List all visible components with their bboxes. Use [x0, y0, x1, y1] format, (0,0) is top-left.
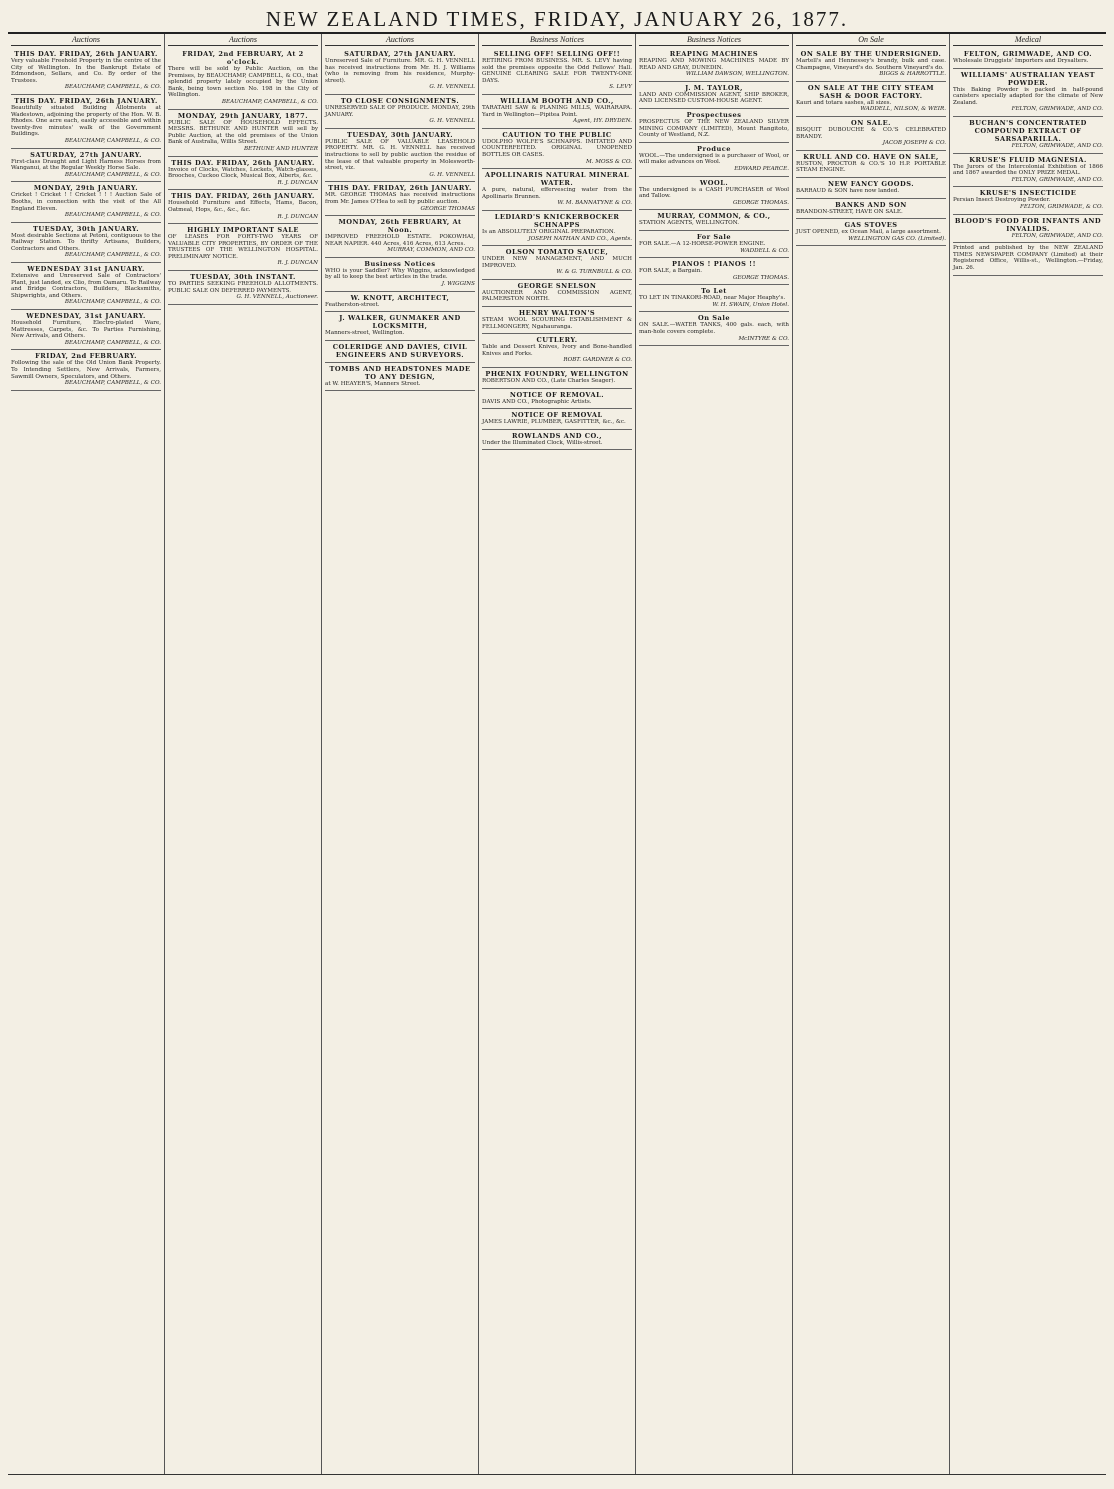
- column-heading: Auctions: [11, 34, 161, 46]
- ad-body: PROSPECTUS OF THE NEW ZEALAND SILVER MINING COMPANY (LIMITED), Mount Rangitoto, County of Westland, N.Z.: [639, 118, 789, 139]
- ad-heading: LEDIARD'S KNICKERBOCKER SCHNAPPS: [494, 212, 620, 229]
- ad-heading: KRULL AND CO. HAVE ON SALE,: [803, 152, 939, 161]
- ad-signature: R. J. DUNCAN: [277, 213, 318, 220]
- ad-heading: WILLIAMS' AUSTRALIAN YEAST POWDER.: [960, 70, 1096, 87]
- advertisement: [482, 129, 632, 169]
- ad-body: Manners-street, Wellington.: [325, 330, 405, 337]
- ad-body: FOR SALE, a Bargain.: [639, 268, 703, 275]
- ad-signature: BETHUNE AND HUNTER: [244, 145, 318, 152]
- ad-body: Household Furniture and Effects, Hams, Bacon, Oatmeal, Hops, &c., &c., &c.: [168, 200, 318, 213]
- ad-heading: KRUSE'S FLUID MAGNESIA.: [969, 155, 1087, 164]
- ad-signature: BEAUCHAMP, CAMPBELL, & CO.: [64, 339, 161, 346]
- advertisement: [482, 246, 632, 280]
- footer-imprint: Printed and published by the NEW ZEALAND TIMES NEWSPAPER COMPANY (Limited) at their Registered Office, Willis-st., Wellington.—Friday, Jan. 26.: [953, 243, 1103, 275]
- ad-signature: WELLINGTON GAS CO. (Limited).: [848, 235, 946, 242]
- ad-body: Martell's and Hennessey's brandy, bulk and case. Champagne, Vineyard's do. Southern Vineyard's do.: [796, 58, 946, 71]
- ad-signature: EDWARD PEARCE.: [734, 165, 789, 172]
- ad-signature: WADDELL, NILSON, & WEIR.: [860, 106, 946, 113]
- ad-signature: GEORGE THOMAS.: [732, 199, 789, 206]
- advertisement: [325, 48, 475, 95]
- advertisement: [168, 110, 318, 157]
- ad-heading: WEDNESDAY, 31st JANUARY.: [26, 312, 146, 321]
- advertisement: [639, 109, 789, 143]
- ad-body: The undersigned is a CASH PURCHASER of Wool and Tallow.: [639, 186, 789, 200]
- advertisement: [796, 117, 946, 151]
- ad-heading: HENRY WALTON'S: [518, 309, 596, 318]
- ad-body: Beautifully situated Building Allotments at Wadestown, adjoining the property of the Hon. W. B. Rhodes. One acre each, easily accessible and within twenty-five minutes' walk of the Government Buildings.: [11, 104, 161, 138]
- advertisement: [482, 389, 632, 410]
- ad-body: TARATAHI SAW & PLANING MILLS, WAIRARAPA. Yard in Wellington—Pipitea Point.: [482, 104, 632, 118]
- ad-body: Wholesale Druggists' Importers and Drysalters.: [953, 58, 1089, 64]
- advertisement: [11, 263, 161, 310]
- ad-heading: OLSON TOMATO SAUCE,: [505, 248, 609, 257]
- ad-heading: Business Notices: [364, 259, 436, 268]
- ad-signature: BEAUCHAMP, CAMPBELL, & CO.: [64, 380, 161, 387]
- advertisement: [325, 129, 475, 183]
- ad-heading: MONDAY, 29th JANUARY.: [33, 184, 139, 193]
- ad-signature: G. H. VENNELL, Auctioneer.: [236, 294, 318, 301]
- ad-heading: BLOOD'S FOOD FOR INFANTS AND INVALIDS.: [954, 216, 1102, 233]
- advertisement: [953, 117, 1103, 154]
- ad-heading: J. WALKER, GUNMAKER AND LOCKSMITH,: [339, 314, 461, 331]
- ad-heading: WEDNESDAY 31st JANUARY.: [27, 265, 145, 274]
- ad-signature: BEAUCHAMP, CAMPBELL, & CO.: [64, 84, 161, 91]
- advertisement: [168, 157, 318, 191]
- ad-heading: On Sale: [697, 314, 731, 323]
- ad-body: Very valuable Freehold Property in the centre of the City of Wellington. In the Bankrupt Estate of Edmondson, Sellars, and Co. By order of the Trustees.: [11, 58, 161, 84]
- ad-body: Is an ABSOLUTELY ORIGINAL PREPARATION.: [482, 228, 616, 235]
- ad-heading: TUESDAY, 30th INSTANT.: [190, 273, 296, 282]
- ad-heading: TO CLOSE CONSIGNMENTS.: [340, 96, 460, 105]
- ad-body: IMPROVED FREEHOLD ESTATE. POKOWHAI, NEAR NAPIER. 440 Acres, 416 Acres, 613 Acres.: [325, 234, 475, 247]
- advertisement: [325, 363, 475, 392]
- ad-heading: SATURDAY, 27th JANUARY.: [30, 150, 142, 159]
- ad-heading: TUESDAY, 30th JANUARY.: [346, 130, 454, 139]
- advertisement: [482, 307, 632, 334]
- advertisement: [639, 210, 789, 231]
- ad-body: RUSTON, PROCTOR & CO.'S 10 H.P. PORTABLE STEAM ENGINE.: [796, 160, 946, 174]
- ad-heading: To Let: [701, 287, 727, 296]
- ad-signature: S. LEVY: [609, 84, 632, 91]
- ad-signature: WADDELL & CO.: [740, 247, 789, 254]
- ad-signature: FELTON, GRIMWADE, AND CO.: [1011, 106, 1103, 113]
- ad-body: STEAM WOOL SCOURING ESTABLISHMENT & FELLMONGERY, Ngahauranga.: [482, 317, 632, 330]
- column-heading: Medical: [953, 34, 1103, 46]
- advertisement: [11, 182, 161, 222]
- advertisement: [11, 48, 161, 95]
- ad-body: PUBLIC SALE OF VALUABLE LEASEHOLD PROPERTY. MR. G. H. VENNELL has received instructions to sell by public auction the residue of the lease of that valuable property in Molesworth-street, viz.: [325, 138, 475, 172]
- ad-signature: Agent, HY. DRYDEN.: [573, 118, 632, 125]
- ad-body: ON SALE.—WATER TANKS, 400 gals. each, with man-hole covers complete.: [639, 322, 789, 336]
- ad-signature: G. H. VENNELL: [429, 171, 475, 178]
- column-3: [321, 34, 478, 1474]
- ad-heading: MONDAY, 26th FEBRUARY, At Noon.: [338, 218, 462, 235]
- advertisement: [482, 95, 632, 129]
- column-heading: Auctions: [325, 34, 475, 46]
- column-5: [635, 34, 792, 1474]
- ad-signature: W. M. BANNATYNE & CO.: [557, 200, 632, 207]
- ad-heading: MURRAY, COMMON, & CO.,: [657, 212, 771, 221]
- ad-heading: THIS DAY. FRIDAY, 26th JANUARY.: [328, 184, 472, 193]
- ad-heading: TUESDAY, 30th JANUARY.: [32, 224, 140, 233]
- ad-signature: FELTON, GRIMWADE, AND CO.: [1011, 232, 1103, 239]
- ad-body: MR. GEORGE THOMAS has received instructions from Mr. James O'Hea to sell by public auction.: [325, 192, 475, 205]
- column-heading: Business Notices: [482, 34, 632, 46]
- ad-signature: MURRAY, COMMON, AND CO.: [387, 247, 475, 254]
- ad-body: There will be sold by Public Auction, on the Premises, by BEAUCHAMP, CAMPBELL, & CO., that splendid property lately occupied by the Union Bank, being town section No. 198 in the City of Wellington.: [168, 66, 318, 99]
- ad-heading: ON SALE.: [851, 118, 891, 127]
- advertisement: [639, 143, 789, 177]
- advertisement: [482, 211, 632, 246]
- ad-body: Under the Illuminated Clock, Willis-street.: [482, 439, 603, 446]
- advertisement: [325, 258, 475, 292]
- advertisement: [796, 178, 946, 199]
- ad-body: Extensive and Unreserved Sale of Contractors' Plant, just landed, ex Clio, from Oamaru. To Railway and Bridge Contractors, Builders, Blacksmiths, Shipwrights, and Others.: [11, 273, 161, 299]
- ad-body: PUBLIC SALE OF HOUSEHOLD EFFECTS. MESSRS. BETHUNE AND HUNTER will sell by Public Auction, at the old premises of the Union Bank of Australia, Willis Street.: [168, 119, 318, 146]
- column-2: [164, 34, 321, 1474]
- advertisement: [639, 48, 789, 82]
- ad-heading: ON SALE AT THE CITY STEAM SASH & DOOR FACTORY.: [807, 83, 935, 100]
- ad-heading: For Sale: [696, 232, 732, 241]
- column-heading: On Sale: [796, 34, 946, 46]
- advertisement: [482, 280, 632, 307]
- ad-heading: HIGHLY IMPORTANT SALE: [187, 226, 299, 235]
- advertisement: [11, 350, 161, 390]
- ad-body: Cricket ! Cricket ! ! Cricket ! ! ! Auction Sale of Booths, in connection with the visit of the All England Eleven.: [11, 192, 161, 212]
- ad-signature: M. MOSS & CO.: [585, 158, 632, 165]
- ad-body: UDOLPHO WOLFE'S SCHNAPPS. IMITATED AND COUNTERFEITED. ORIGINAL UNOPENED BOTTLES OR CASES.: [482, 138, 632, 158]
- advertisement: [639, 285, 789, 312]
- advertisement: [639, 231, 789, 258]
- advertisement: [639, 258, 789, 285]
- ad-body: UNDER NEW MANAGEMENT, AND MUCH IMPROVED.: [482, 256, 632, 269]
- ad-body: OF LEASES FOR FORTY-TWO YEARS OF VALUABLE CITY PROPERTIES, BY ORDER OF THE TRUSTEES OF THE WELLINGTON HOSPITAL. PRELIMINARY NOTICE.: [168, 234, 318, 260]
- ad-body: The Jurors of the Intercolonial Exhibition of 1866 and 1867 awarded the ONLY PRIZE MEDAL.: [953, 163, 1103, 177]
- advertisement: [953, 154, 1103, 188]
- ad-signature: W. & G. TURNBULL & CO.: [556, 269, 632, 276]
- ad-body: Invoice of Clocks, Watches, Lockets, Watch-glasses, Brooches, Cuckoo Clock, Musical Box, Alberts, &c.: [168, 166, 318, 180]
- ad-body: UNRESERVED SALE OF PRODUCE. MONDAY, 29th JANUARY.: [325, 104, 475, 118]
- advertisement: [168, 224, 318, 271]
- advertisement: [639, 177, 789, 211]
- advertisement: [639, 312, 789, 346]
- ad-heading: NEW FANCY GOODS.: [827, 179, 915, 188]
- ad-signature: WILLIAM DAWSON, WELLINGTON.: [685, 71, 789, 78]
- advertisement: [482, 409, 632, 430]
- ad-heading: MONDAY, 29th JANUARY, 1877.: [177, 111, 309, 120]
- ad-body: JAMES LAWRIE, PLUMBER, GASFITTER, &c., &c.: [482, 419, 626, 426]
- ad-body: Kauri and totara sashes, all sizes.: [796, 99, 892, 106]
- ad-heading: FRIDAY, 2nd FEBRUARY.: [35, 352, 137, 361]
- ad-body: DAVIS AND CO., Photographic Artists.: [482, 398, 592, 405]
- ad-heading: SELLING OFF! SELLING OFF!!: [493, 50, 621, 58]
- ad-heading: PHŒNIX FOUNDRY, WELLINGTON: [485, 370, 629, 379]
- advertisement: [482, 430, 632, 451]
- column-4: [478, 34, 635, 1474]
- ad-heading: WOOL.: [699, 178, 729, 187]
- ad-heading: Prospectuses: [686, 110, 742, 119]
- ad-heading: Produce: [697, 144, 731, 153]
- ad-body: Most desirable Sections at Petoni, contiguous to the Railway Station. To thrifty Artisans, Builders, Contractors and Others.: [11, 232, 161, 252]
- advertisement: [482, 368, 632, 389]
- ad-signature: GEORGE THOMAS.: [732, 274, 789, 281]
- ad-body: Unreserved Sale of Furniture. MR. G. H. VENNELL has received instructions from Mr. H. J. Williams (who is removing from his residence, Murphy-street).: [325, 58, 475, 84]
- ad-heading: ROWLANDS AND CO.,: [511, 431, 603, 440]
- ad-heading: PIANOS ! PIANOS !!: [672, 260, 756, 269]
- ad-signature: J. WIGGINS: [441, 281, 475, 288]
- ad-body: AUCTIONEER AND COMMISSION AGENT, PALMERSTON NORTH.: [482, 289, 632, 303]
- ad-signature: R. J. DUNCAN: [277, 260, 318, 267]
- advertisement: [482, 48, 632, 95]
- ad-signature: BEAUCHAMP, CAMPBELL, & CO.: [64, 212, 161, 219]
- advertisement: [796, 151, 946, 178]
- ad-heading: THIS DAY. FRIDAY, 26th JANUARY.: [14, 96, 158, 105]
- ad-heading: FRIDAY, 2nd FEBRUARY, At 2 o'clock.: [182, 50, 304, 66]
- ad-heading: ON SALE BY THE UNDERSIGNED.: [800, 50, 942, 58]
- advertisement: [168, 271, 318, 305]
- column-6: [792, 34, 949, 1474]
- ad-heading: BUCHAN'S CONCENTRATED COMPOUND EXTRACT OF SARSAPARILLA.: [969, 118, 1087, 143]
- advertisement: [953, 48, 1103, 69]
- ad-heading: GAS STOVES: [844, 221, 898, 230]
- ad-body: Featherston-street.: [325, 301, 380, 308]
- ad-signature: GEORGE THOMAS: [420, 205, 475, 212]
- ad-body: FOR SALE.—A 12-HORSE-POWER ENGINE.: [639, 240, 766, 247]
- ad-body: BISQUIT DUBOUCHE & CO.'S CELEBRATED BRANDY.: [796, 126, 946, 140]
- ad-heading: J. M. TAYLOR,: [685, 83, 743, 92]
- advertisement: [325, 95, 475, 129]
- ad-body: REAPING AND MOWING MACHINES MADE BY READ AND GRAY, DUNEDIN.: [639, 58, 789, 71]
- ad-signature: ROBT. GARDNER & CO.: [563, 357, 632, 364]
- ad-signature: G. H. VENNELL: [429, 118, 475, 125]
- ad-heading: THIS DAY. FRIDAY, 26th JANUARY.: [14, 50, 158, 58]
- advertisement: [11, 95, 161, 149]
- advertisement: [325, 341, 475, 363]
- column-7: [949, 34, 1106, 1474]
- ad-signature: JOSEPH NATHAN AND CO., Agents.: [528, 235, 632, 242]
- ad-signature: BEAUCHAMP, CAMPBELL, & CO.: [64, 137, 161, 144]
- ad-heading: WILLIAM BOOTH AND CO.,: [500, 96, 614, 105]
- ad-body: TO LET IN TINAKORI-ROAD, near Major Heaphy's.: [639, 295, 786, 302]
- advertisement: [953, 187, 1103, 214]
- ad-heading: THIS DAY. FRIDAY, 26th JANUARY.: [171, 158, 315, 167]
- ad-body: STATION AGENTS, WELLINGTON.: [639, 220, 740, 227]
- ad-body: at W. HEAYER'S, Manners Street.: [325, 380, 421, 387]
- ad-heading: THIS DAY. FRIDAY, 26th JANUARY.: [171, 192, 315, 201]
- ad-heading: SATURDAY, 27th JANUARY.: [344, 50, 456, 58]
- ad-signature: BEAUCHAMP, CAMPBELL, & CO.: [64, 299, 161, 306]
- advertisement: [796, 82, 946, 117]
- ad-signature: G. H. VENNELL: [429, 84, 475, 91]
- column-1: [8, 34, 164, 1474]
- ad-signature: FELTON, GRIMWADE, AND CO.: [1011, 142, 1103, 149]
- ad-signature: BEAUCHAMP, CAMPBELL, & CO.: [64, 252, 161, 259]
- advertisement: [325, 312, 475, 341]
- advertisement: [953, 215, 1103, 244]
- ad-body: LAND AND COMMISSION AGENT, SHIP BROKER, AND LICENSED CUSTOM-HOUSE AGENT.: [639, 91, 789, 105]
- ad-body: A pure, natural, effervescing water from the Apollinaris Brunnen.: [482, 187, 632, 200]
- ad-body: TO PARTIES SEEKING FREEHOLD ALLOTMENTS. PUBLIC SALE ON DEFERRED PAYMENTS.: [168, 281, 318, 294]
- advertisement: [482, 169, 632, 211]
- ad-body: Following the sale of the Old Union Bank Property. To Intending Settlers, New Arrivals, Farmers, Sawmill Owners, Speculators, and Others.: [11, 360, 161, 380]
- ad-body: BARRAUD & SON have now landed.: [796, 187, 900, 194]
- columns-container: [8, 34, 1106, 1475]
- ad-body: RETIRING FROM BUSINESS. MR. S. LEVY having sold the premises opposite the Odd Fellows' Hall. GENUINE CLEARING SALE FOR TWENTY-ONE DAYS.: [482, 58, 632, 84]
- ad-heading: BANKS AND SON: [835, 200, 907, 209]
- ad-heading: REAPING MACHINES: [669, 50, 759, 58]
- masthead: NEW ZEALAND TIMES, FRIDAY, JANUARY 26, 1877.: [8, 6, 1106, 34]
- ad-heading: CUTLERY.: [536, 336, 578, 345]
- ad-heading: KRUSE'S INSECTICIDE: [979, 189, 1077, 198]
- ad-heading: NOTICE OF REMOVAL: [511, 411, 603, 420]
- ad-body: BRANDON-STREET, HAVE ON SALE.: [796, 208, 903, 215]
- ad-body: Household Furniture, Electro-plated Ware, Mattresses, Carpets, &c. To Parties Furnishing, New Arrivals, and Others.: [11, 320, 161, 340]
- ad-body: JUST OPENED, ex Ocean Mail, a large assortment.: [796, 229, 941, 236]
- ad-body: This Baking Powder is packed in half-pound canisters specially adapted for the climate of New Zealand.: [953, 86, 1103, 106]
- ad-signature: FELTON, GRIMWADE, AND CO.: [1011, 176, 1103, 183]
- ad-body: ROBERTSON AND CO., (Late Charles Seager).: [482, 378, 616, 385]
- advertisement: [11, 149, 161, 183]
- ad-signature: JACOB JOSEPH & CO.: [882, 140, 946, 147]
- advertisement: [796, 48, 946, 82]
- advertisement: [325, 216, 475, 258]
- advertisement: [796, 219, 946, 246]
- advertisement: [639, 82, 789, 109]
- ad-body: Persian Insect Destroying Powder.: [953, 197, 1051, 204]
- column-heading: Business Notices: [639, 34, 789, 46]
- ad-heading: CAUTION TO THE PUBLIC: [502, 130, 612, 139]
- ad-heading: GEORGE SNELSON: [517, 281, 597, 290]
- advertisement: [168, 48, 318, 110]
- ad-signature: R. J. DUNCAN: [277, 179, 318, 186]
- ad-signature: BEAUCHAMP, CAMPBELL, & CO.: [64, 171, 161, 178]
- ad-signature: BIGGS & HARROTTLE.: [879, 71, 946, 78]
- column-heading: Auctions: [168, 34, 318, 46]
- ad-body: First-class Draught and Light Harness Horses from Wanganui, at the Regular Weekly Horse Sale.: [11, 158, 161, 172]
- advertisement: [953, 69, 1103, 117]
- ad-body: WOOL.—The undersigned is a purchaser of Wool, or will make advances on Wool.: [639, 152, 789, 166]
- ad-heading: W. KNOTT, ARCHITECT,: [350, 293, 450, 302]
- advertisement: [325, 292, 475, 313]
- ad-heading: FELTON, GRIMWADE, AND CO.: [963, 50, 1093, 58]
- ad-heading: APOLLINARIS NATURAL MINERAL WATER.: [484, 171, 630, 188]
- ad-heading: COLERIDGE AND DAVIES, CIVIL ENGINEERS AND SURVEYORS.: [332, 342, 468, 359]
- advertisement: [482, 334, 632, 368]
- ad-heading: NOTICE OF REMOVAL.: [509, 390, 605, 399]
- ad-body: Table and Dessert Knives, Ivory and Bone-handled Knives and Forks.: [482, 344, 632, 357]
- ad-body: WHO is your Saddler? Why Wiggins, acknowledged by all to keep the best articles in the trade.: [325, 267, 475, 281]
- ad-signature: McINTYRE & CO.: [738, 335, 789, 342]
- ad-signature: BEAUCHAMP, CAMPBELL, & CO.: [221, 98, 318, 105]
- advertisement: [168, 190, 318, 224]
- advertisement: [11, 310, 161, 350]
- advertisement: [325, 182, 475, 216]
- advertisement: [11, 223, 161, 263]
- ad-heading: TOMBS AND HEADSTONES MADE TO ANY DESIGN,: [329, 364, 471, 381]
- ad-signature: W. H. SWAIN, Union Hotel.: [712, 301, 789, 308]
- ad-signature: FELTON, GRIMWADE, & CO.: [1020, 203, 1103, 210]
- advertisement: [796, 199, 946, 220]
